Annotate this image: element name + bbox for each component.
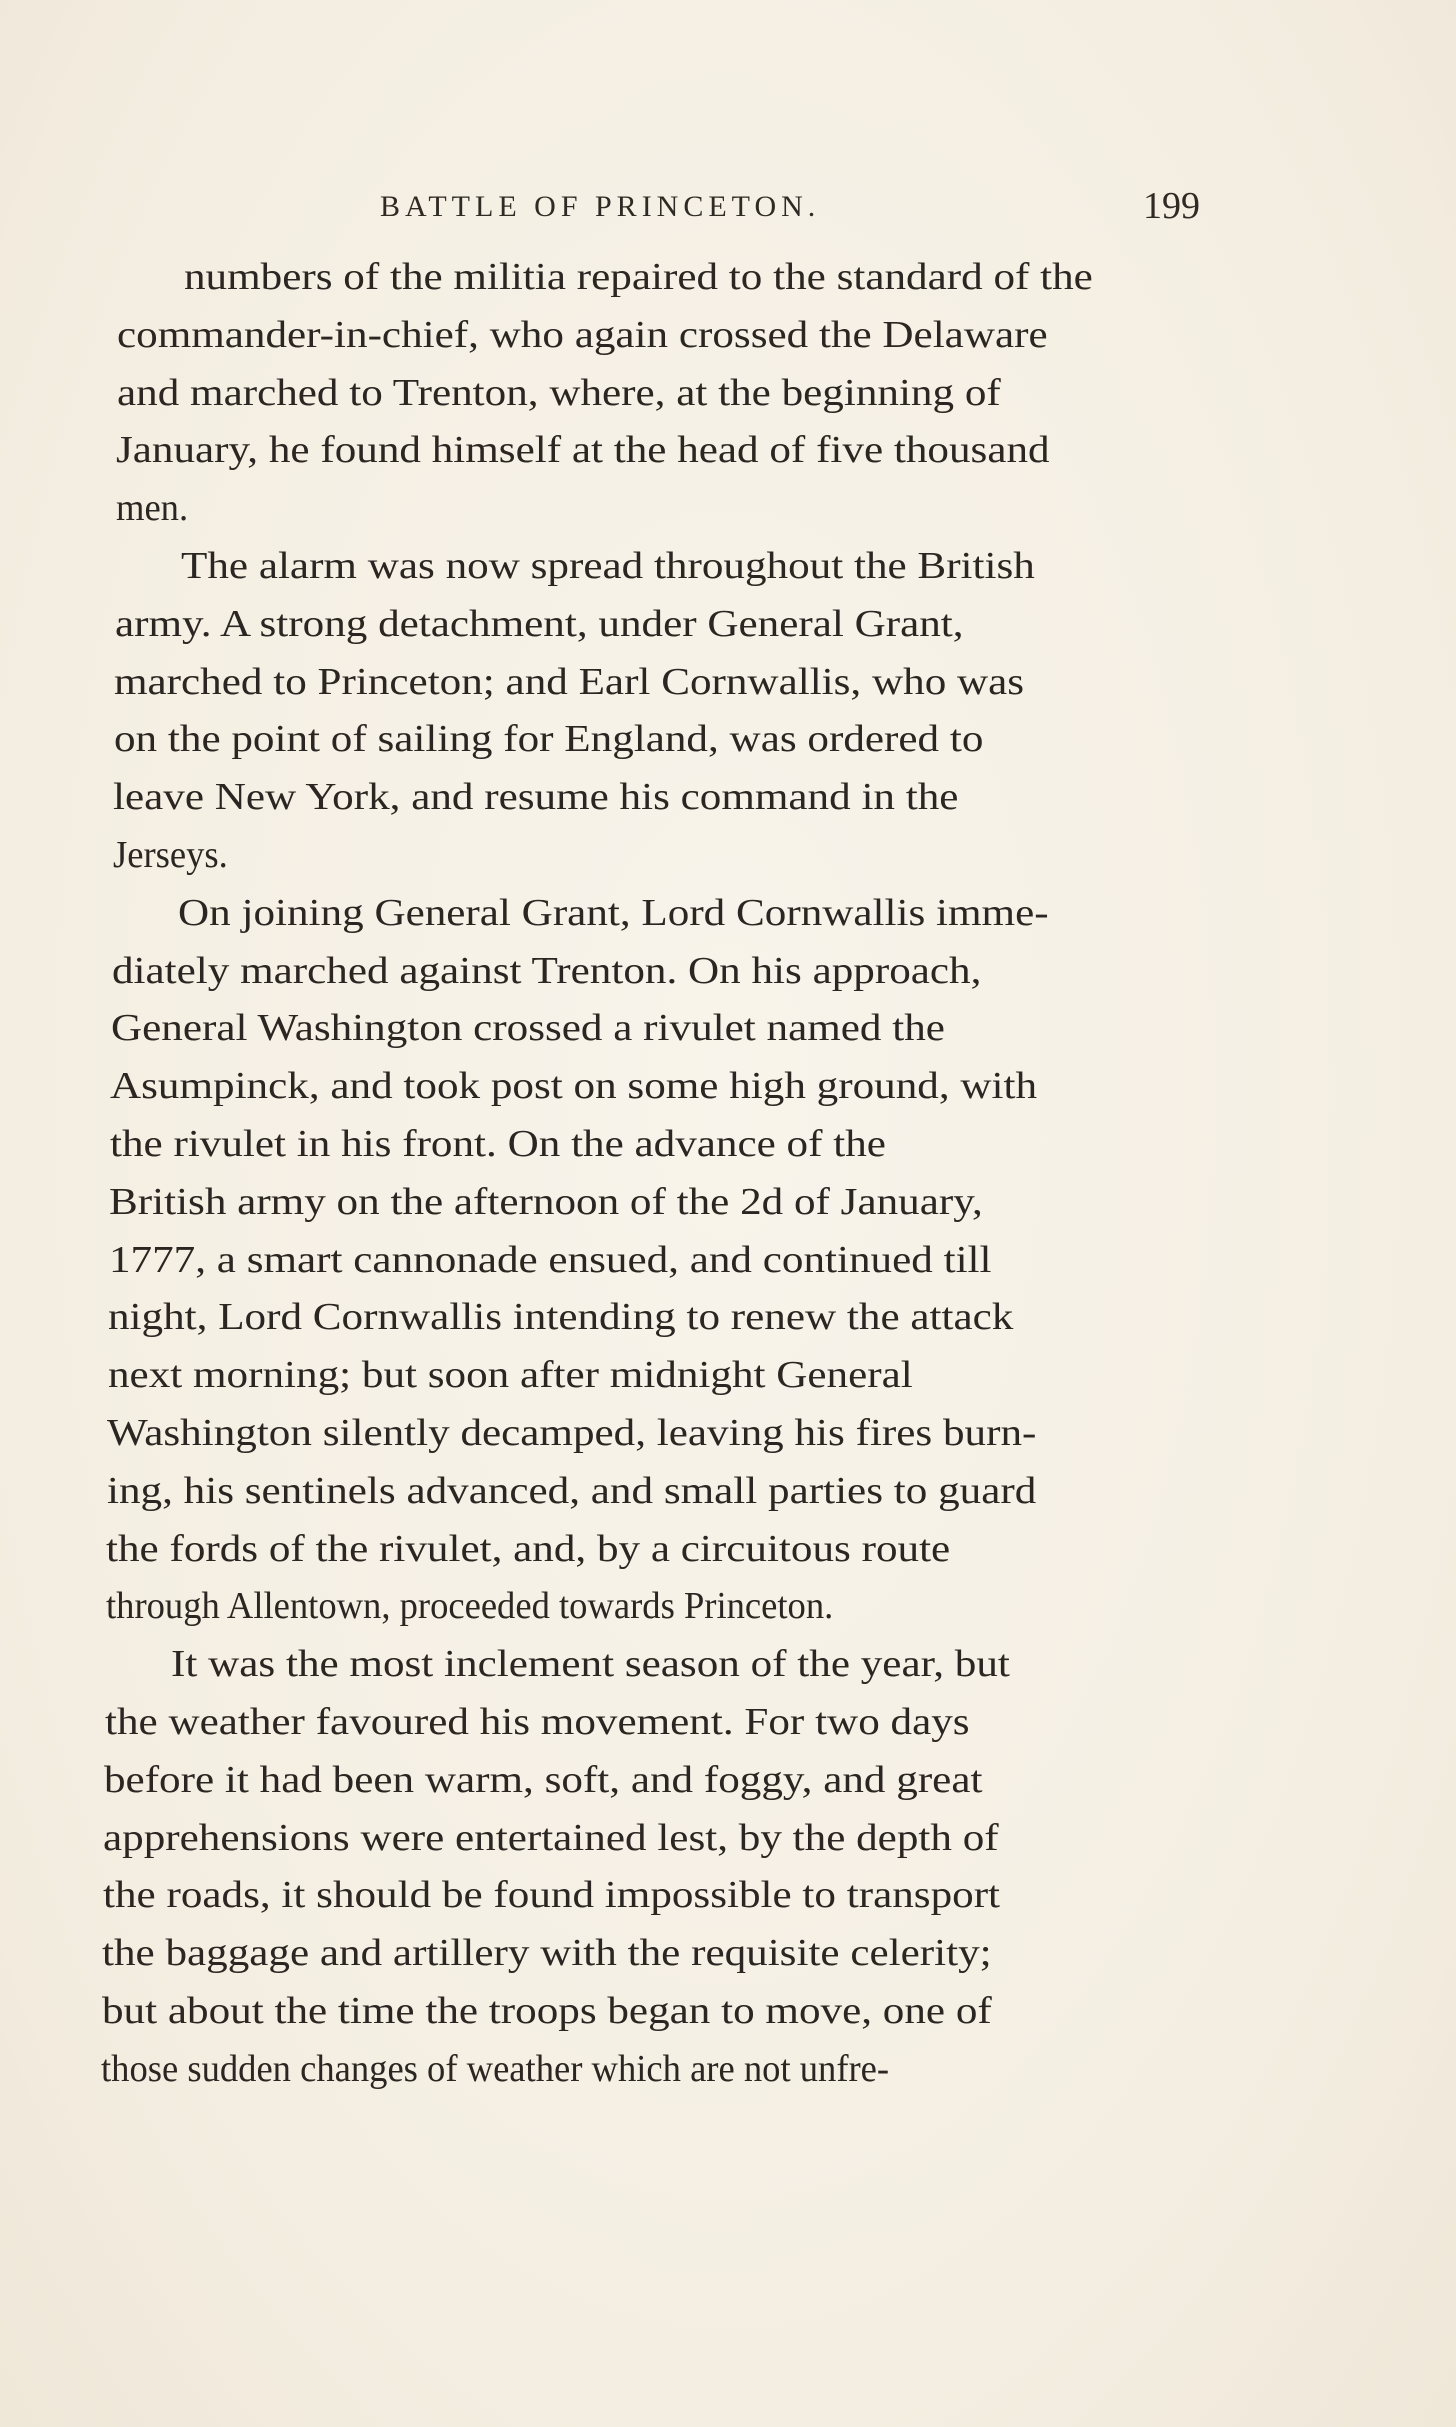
text-line: through Allentown, proceeded towards Princeton.: [105, 1585, 833, 1628]
text-line: army. A strong detachment, under General Grant,: [114, 602, 964, 645]
text-line: It was the most inclement season of the year, but: [171, 1643, 1010, 1686]
text-line: On joining General Grant, Lord Cornwallis imme-: [178, 891, 1049, 934]
page-number: 199: [1143, 185, 1200, 227]
text-line: night, Lord Cornwallis intending to renew the attack: [108, 1296, 1014, 1339]
text-line: Washington silently decamped, leaving his fires burn-: [107, 1412, 1037, 1454]
text-line: Jerseys.: [112, 834, 228, 876]
text-line: and marched to Trenton, where, at the beginning of: [116, 371, 1001, 414]
text-line: Asumpinck, and took post on some high ground, with: [110, 1065, 1038, 1108]
text-line: the fords of the rivulet, and, by a circuitous route: [106, 1527, 951, 1570]
text-line: those sudden changes of weather which are not unfre-: [101, 2047, 890, 2090]
text-line: The alarm was now spread throughout the British: [181, 545, 1036, 587]
text-line: the rivulet in his front. On the advance of the: [109, 1123, 886, 1165]
running-head: [100, 185, 1200, 240]
text-line: ing, his sentinels advanced, and small parties to guard: [106, 1469, 1036, 1512]
text-line: apprehensions were entertained lest, by the depth of: [103, 1816, 1000, 1859]
text-line: the weather favoured his movement. For two days: [104, 1701, 970, 1743]
text-line: but about the time the troops began to move, one of: [101, 1990, 992, 2032]
text-line: diately marched against Trenton. On his approach,: [111, 949, 981, 992]
text-line: General Washington crossed a rivulet named the: [110, 1007, 945, 1050]
text-line: 1777, a smart cannonade ensued, and continued till: [108, 1238, 992, 1281]
text-line: commander-in-chief, who again crossed the Delaware: [117, 313, 1049, 356]
text-line: the baggage and artillery with the requisite celerity;: [102, 1932, 992, 1975]
text-line: January, he found himself at the head of five thousand: [116, 429, 1050, 472]
text-line: men.: [115, 487, 188, 530]
text-line: marched to Princeton; and Earl Cornwallis, who was: [114, 660, 1025, 703]
text-line: British army on the afternoon of the 2d of January,: [109, 1180, 984, 1223]
text-line: on the point of sailing for England, was ordered to: [113, 718, 984, 761]
text-line: next morning; but soon after midnight General: [107, 1354, 913, 1397]
text-line: numbers of the militia repaired to the standard of the: [184, 256, 1093, 298]
text-line: the roads, it should be found impossible to transport: [102, 1874, 1000, 1917]
text-line: leave New York, and resume his command in the: [113, 776, 959, 819]
running-title: BATTLE OF PRINCETON.: [380, 190, 821, 223]
text-line: before it had been warm, soft, and foggy, and great: [103, 1758, 983, 1801]
